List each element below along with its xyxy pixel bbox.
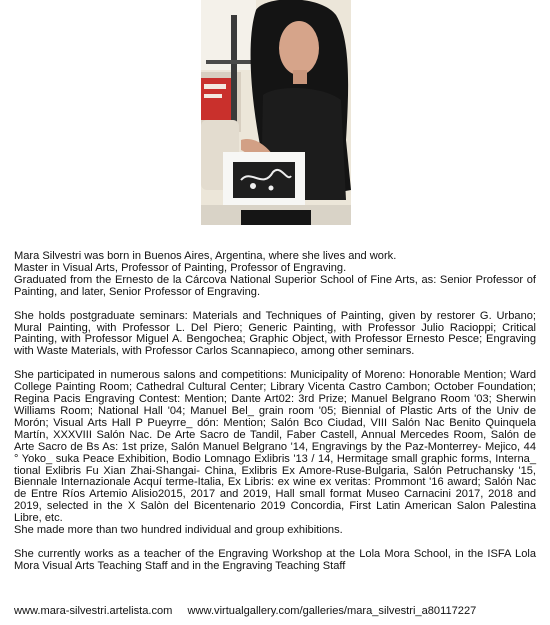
- bio-salons-paragraph: She participated in numerous salons and competitions: Municipality of Moreno: Honorable Mention; Ward College Painting Room; Cathedral Cultural Center; Library Vicenta Castro Cambon; October Foundation; Regina Pacis Engraving Contest: Mention; Dante Art02: 3rd Prize; Manuel Belgrano Room '03; Sherwin Williams Room; National Hall '04; Manuel Bel_ grain room '05; Biennial of Plastic Arts of the Univ de Morón; Visual Arts Hall P Pueyrre_ dón: Mention; Salón Bco Ciudad, VIII Salón Nac Benito Quinquela Martín, XXXVIII Salón Nac. De Arte Sacro de Tandil, Faber Castell, Annual Mercedes Room, Salón de Arte Sacro de Bs As: 1st prize, Salón Manuel Belgrano '14, Engravings by the Paz-Monterrey- Mejico, 44 ° Yoko_ suka Peace Exhibition, Bodio Lomnago Exlibris '13 / 14, Hermitage small graphic forms, Interna_ tional Exlibris Fu Xian Zhai-Shangai- China, Exlibris Ex Amore-Ruse-Bulgaria, Salón Petruchansky '15, Biennale Internazionale Acquí terme-Italia, Ex Libris: ex wine ex veritas: Prommont '16 award; Salón Nac de Entre Ríos Artemio Alisio2015, 2017 and 2019, Hall small format Museo Carnacini 2017, 2018 and 2019, selected in the X Salòn del Bicentenario 2019 Concordia, First Latin American Salon Palestina Libre, etc.: [14, 369, 536, 525]
- bio-exhibitions-line: She made more than two hundred individual and group exhibitions.: [14, 524, 343, 537]
- bio-intro-line-1: Mara Silvestri was born in Buenos Aires, Argentina, where she lives and work.: [14, 250, 397, 262]
- bio-teaching-paragraph: She currently works as a teacher of the Engraving Workshop at the Lola Mora School, in the ISFA Lola Mora Visual Arts Teaching Staff and in the Engraving Teaching Staff: [14, 547, 536, 572]
- bio-intro-line-3: Graduated from the Ernesto de la Cárcova National Superior School of Fine Arts, as: Senior Professor of Painting, and later, Senior Professor of Engraving.: [14, 273, 536, 298]
- bio-seminars-paragraph: She holds postgraduate seminars: Materials and Techniques of Painting, given by restorer G. Urbano; Mural Painting, with Professor L. Del Piero; Generic Painting, with Professor Julio Racioppi; Critical Painting, with Professor Miguel A. Bengochea; Graphic Object, with Professor Ernesto Pesce; Engraving with Waste Materials, with Professor Carlos Scannapieco, among other seminars.: [14, 309, 536, 358]
- artist-photo: [201, 0, 351, 225]
- bio-intro-line-2: Master in Visual Arts, Professor of Painting, Professor of Engraving.: [14, 261, 347, 274]
- artelista-link[interactable]: www.mara-silvestri.artelista.com: [14, 605, 173, 617]
- bio-text: [14, 251, 536, 573]
- virtualgallery-link[interactable]: www.virtualgallery.com/galleries/mara_silvestri_a80117227: [187, 605, 477, 617]
- website-links: [14, 605, 488, 617]
